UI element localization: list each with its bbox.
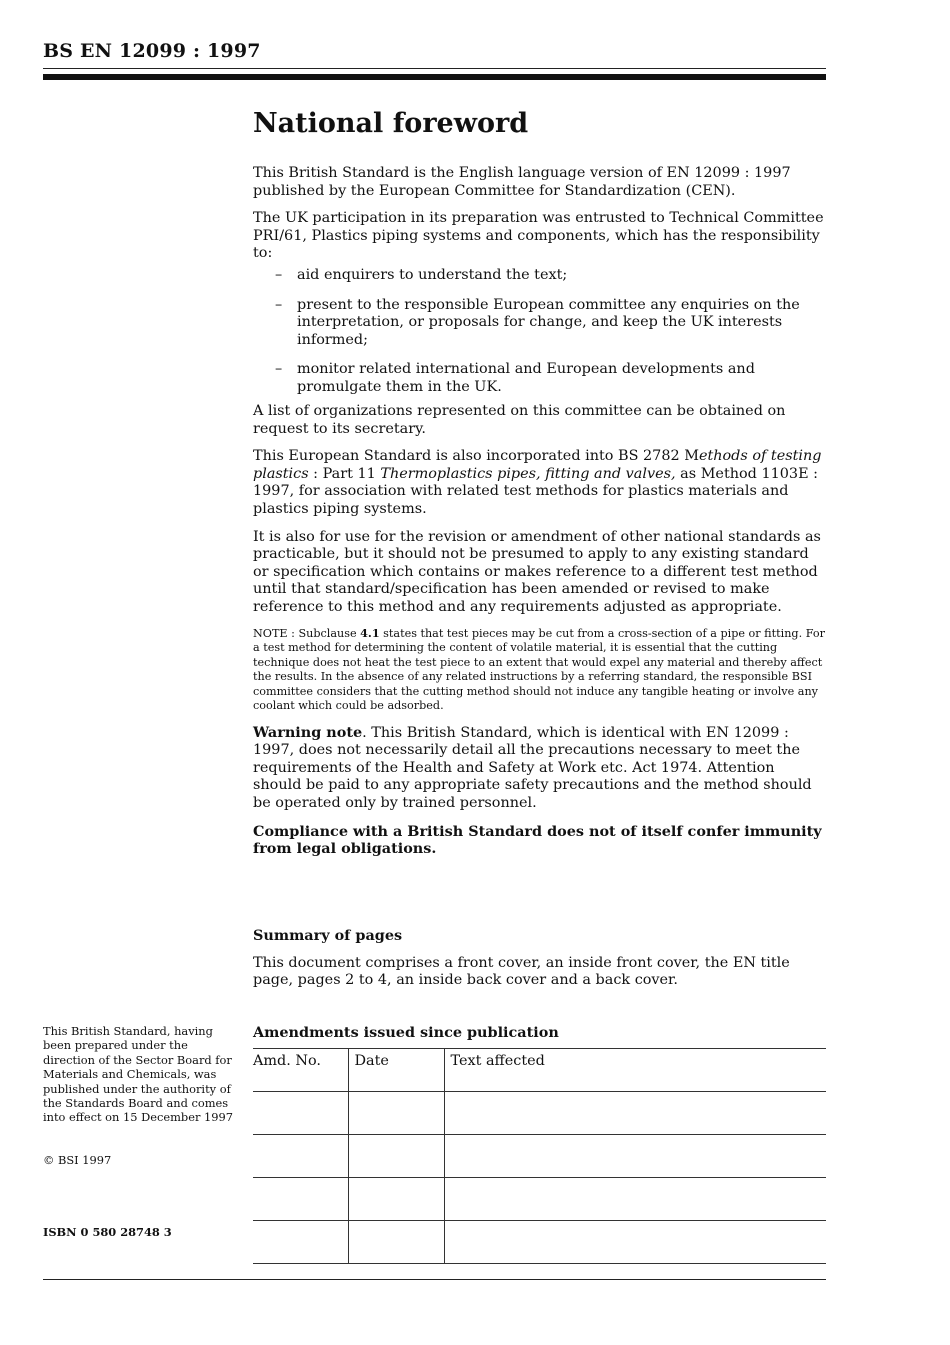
table-cell xyxy=(348,1221,444,1264)
foreword-paragraph-4 xyxy=(253,448,826,518)
table-cell xyxy=(348,1092,444,1135)
foreword-body xyxy=(253,403,826,858)
summary-section xyxy=(253,927,826,990)
text-run: : Part 11 xyxy=(308,465,381,482)
table-header-row xyxy=(253,1049,826,1092)
table-cell xyxy=(253,1221,348,1264)
foreword-paragraph-1: This British Standard is the English language version of EN 12099 : 1997 published by the European Committee for Standardization (CEN). xyxy=(253,165,791,199)
isbn: ISBN 0 580 28748 3 xyxy=(43,1225,172,1239)
dash-bullet: – xyxy=(275,267,283,283)
table-cell xyxy=(444,1221,826,1264)
text-run: NOTE : Subclause xyxy=(253,626,361,640)
table-row xyxy=(253,1178,826,1221)
foreword-paragraph-5: It is also for use for the revision or amendment of other national standards as practicable, but it should not be presumed to apply to any existing standard or specification which contains or makes reference to a different test method until that standard/specification has been amended or revised to make reference to this method and any requirements adjusted as appropriate. xyxy=(253,528,821,615)
column-header-date: Date xyxy=(348,1049,444,1092)
text-run: . This British Standard, which is identical with EN 12099 : 1997, does not necessarily detail all the precautions necessary to meet the requirements of the Health and Safety at Work etc. Act 1974. Attention should be paid to any appropriate safety precautions and the method should be operated only by trained personnel. xyxy=(253,724,812,811)
amendments-table xyxy=(253,1048,826,1264)
warning-paragraph xyxy=(253,724,826,813)
summary-text: This document comprises a front cover, an inside front cover, the EN title page, pages 2 to 4, an inside back cover and a back cover. xyxy=(253,954,790,989)
dash-bullet: – xyxy=(275,296,283,313)
table-cell xyxy=(444,1092,826,1135)
list-item xyxy=(253,297,826,350)
compliance-statement: Compliance with a British Standard does not of itself confer immunity from legal obligations. xyxy=(253,822,822,858)
copyright: © BSI 1997 xyxy=(43,1153,112,1167)
amendments-title: Amendments issued since publication xyxy=(253,1024,559,1041)
responsibilities-list xyxy=(253,267,826,397)
table-cell xyxy=(444,1178,826,1221)
list-item xyxy=(253,267,826,285)
table-row xyxy=(253,1135,826,1178)
header-rule-thin xyxy=(43,68,826,69)
foreword-paragraph-3: A list of organizations represented on this committee can be obtained on request to its secretary. xyxy=(253,403,786,437)
text-run: as Method 1103E : 1997, for association with related test methods for plastics materials and plastics piping systems. xyxy=(253,465,818,517)
table-row xyxy=(253,1221,826,1264)
document-id-header: BS EN 12099 : 1997 xyxy=(43,40,261,62)
list-item-text: aid enquirers to understand the text; xyxy=(297,267,568,283)
table-cell xyxy=(253,1092,348,1135)
table-cell xyxy=(444,1135,826,1178)
table-cell xyxy=(253,1135,348,1178)
foreword-paragraph-2: The UK participation in its preparation was entrusted to Technical Committee PRI/61, Plastics piping systems and components, which has the responsibility to: xyxy=(253,210,824,262)
text-run-italic: Thermoplastics pipes, fitting and valves, xyxy=(380,465,676,482)
summary-heading: Summary of pages xyxy=(253,927,403,944)
list-item-text: monitor related international and European developments and promulgate them in the UK. xyxy=(297,361,755,395)
warning-label: Warning note xyxy=(253,723,363,741)
table-cell xyxy=(253,1178,348,1221)
dash-bullet: – xyxy=(275,361,283,378)
note-paragraph xyxy=(253,626,826,714)
text-run-bold: 4.1 xyxy=(360,625,380,640)
page-title: National foreword xyxy=(253,108,529,139)
table-cell xyxy=(348,1178,444,1221)
column-header-amd-no: Amd. No. xyxy=(253,1049,348,1092)
text-run: This European Standard is also incorporated into BS 2782 M xyxy=(253,448,699,465)
text-run-italic: ethods of testing plastics xyxy=(253,448,822,482)
approval-statement: This British Standard, having been prepared under the direction of the Sector Board for Materials and Chemicals, was published under the authority of the Standards Board and comes into effect on 15 December 1997 xyxy=(43,1024,233,1125)
footer-rule xyxy=(43,1279,826,1280)
list-item xyxy=(253,361,826,396)
header-rule-thick xyxy=(43,74,826,80)
column-header-text-affected: Text affected xyxy=(444,1049,826,1092)
list-item-text: present to the responsible European committee any enquiries on the interpretation, or proposals for change, and keep the UK interests informed; xyxy=(297,296,800,348)
table-row xyxy=(253,1092,826,1135)
foreword-intro xyxy=(253,165,826,263)
text-run: states that test pieces may be cut from a cross-section of a pipe or fitting. For a test method for determining the content of volatile material, it is essential that the cutting technique does not heat the test piece to an extent that would expel any material and thereby affect the results. In the absence of any related instructions by a referring standard, the responsible BSI committee considers that the cutting method should not induce any tangible heating or involve any coolant which could be adsorbed. xyxy=(253,626,825,713)
table-cell xyxy=(348,1135,444,1178)
